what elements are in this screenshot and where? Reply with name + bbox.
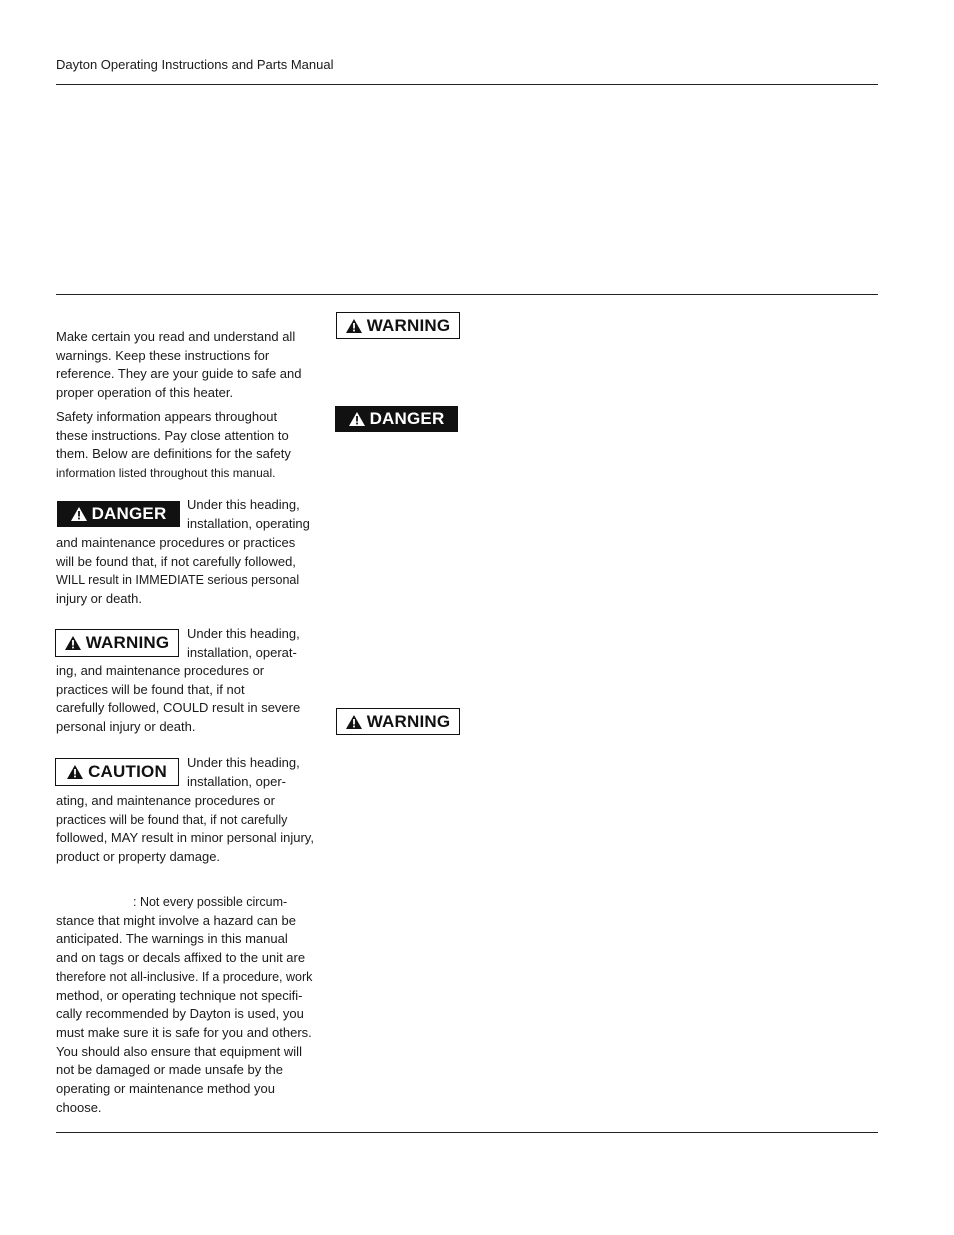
text-line: reference. They are your guide to safe and xyxy=(56,366,302,382)
text-line: not be damaged or made unsafe by the xyxy=(56,1062,283,1078)
text-line: these instructions. Pay close attention to xyxy=(56,427,289,443)
text-line: : Not every possible circum- xyxy=(133,895,288,909)
text-line: anticipated. The warnings in this manual xyxy=(56,931,288,947)
danger-badge-label: DANGER xyxy=(91,504,167,523)
text-line: must make sure it is safe for you and others. xyxy=(56,1024,312,1040)
text-line: will be found that, if not carefully followed, xyxy=(56,553,296,569)
warning-badge-label: WARNING xyxy=(366,315,451,335)
text-line: injury or death. xyxy=(56,591,142,607)
text-line: WILL result in IMMEDIATE serious personal xyxy=(56,573,300,588)
warning-triangle-icon xyxy=(346,715,362,729)
warning-badge-label: WARNING xyxy=(366,711,451,731)
text-line: carefully followed, COULD result in severe xyxy=(56,700,301,716)
section-divider xyxy=(56,294,878,295)
text-line: installation, operat- xyxy=(187,644,297,660)
danger-badge-label: DANGER xyxy=(369,409,445,428)
header-divider xyxy=(56,84,878,85)
text-line: cally recommended by Dayton is used, you xyxy=(56,1006,304,1022)
text-line: operating or maintenance method you xyxy=(56,1081,275,1097)
warning-triangle-icon xyxy=(346,319,362,333)
text-line: warnings. Keep these instructions for xyxy=(56,347,270,363)
danger-definition-body xyxy=(56,534,326,609)
right-danger-badge xyxy=(335,406,458,432)
text-line: method, or operating technique not specifi- xyxy=(56,987,303,1003)
text-line: proper operation of this heater. xyxy=(56,385,234,401)
text-line: You should also ensure that equipment will xyxy=(56,1043,302,1059)
text-line: Safety information appears throughout xyxy=(56,409,278,424)
caution-definition-lead xyxy=(187,754,327,791)
text-line: Under this heading, xyxy=(187,755,300,770)
text-line: information listed throughout this manual. xyxy=(56,466,276,481)
caution-definition-body xyxy=(56,792,326,867)
text-line: installation, oper- xyxy=(187,773,286,789)
text-line: ating, and maintenance procedures or xyxy=(56,793,275,808)
text-line: ing, and maintenance procedures or xyxy=(56,663,265,678)
text-line: product or property damage. xyxy=(56,849,221,865)
text-line: followed, MAY result in minor personal injury, xyxy=(56,830,314,846)
text-line: Under this heading, xyxy=(187,626,300,641)
text-line: choose. xyxy=(56,1099,102,1115)
warning-definition-body xyxy=(56,662,326,737)
warning-triangle-icon xyxy=(71,507,87,521)
intro-paragraph-1 xyxy=(56,328,326,403)
text-line: and maintenance procedures or practices xyxy=(56,535,296,550)
text-line: and on tags or decals affixed to the unit are xyxy=(56,950,306,966)
warning-triangle-icon xyxy=(65,636,81,650)
danger-definition-lead xyxy=(187,496,327,533)
danger-badge xyxy=(57,501,180,527)
text-line: installation, operating xyxy=(187,515,310,531)
text-line: personal injury or death. xyxy=(56,719,196,735)
caution-badge-label: CAUTION xyxy=(88,762,167,781)
warning-triangle-icon xyxy=(349,412,365,426)
warning-triangle-icon xyxy=(67,765,83,779)
caution-badge xyxy=(55,758,179,786)
text-line: stance that might involve a hazard can be xyxy=(56,912,296,928)
text-line: Under this heading, xyxy=(187,497,300,512)
right-warning-badge-2 xyxy=(336,708,460,735)
notice-paragraph xyxy=(56,893,326,1117)
text-line: therefore not all-inclusive. If a procedure, work xyxy=(56,969,313,984)
warning-definition-lead xyxy=(187,625,327,662)
text-line: practices will be found that, if not carefully xyxy=(56,812,288,827)
intro-paragraph-2 xyxy=(56,408,326,483)
warning-badge-label: WARNING xyxy=(85,633,170,652)
warning-badge xyxy=(55,629,179,657)
text-line: practices will be found that, if not xyxy=(56,681,245,697)
text-line: them. Below are definitions for the safety xyxy=(56,446,291,462)
footer-divider xyxy=(56,1132,878,1133)
header-title: Dayton Operating Instructions and Parts Manual xyxy=(56,57,334,72)
text-line: Make certain you read and understand all xyxy=(56,329,296,344)
right-warning-badge-1 xyxy=(336,312,460,339)
